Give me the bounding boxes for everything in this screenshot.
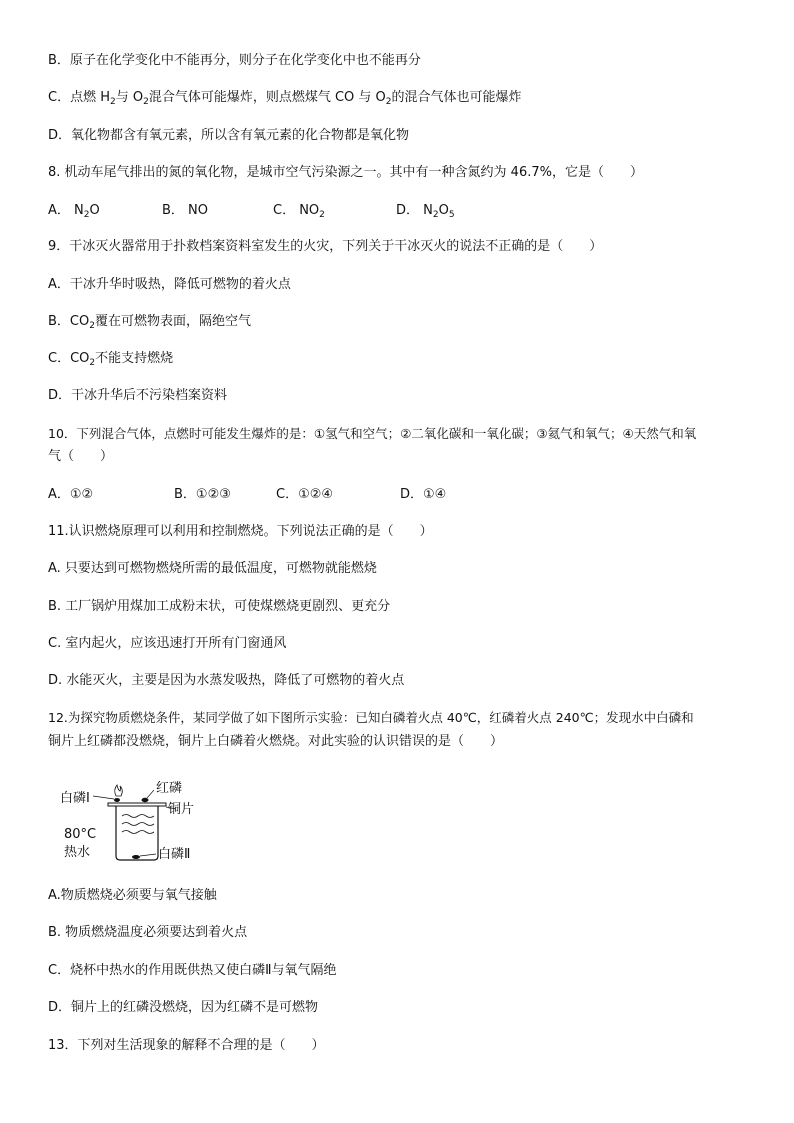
question-10-line1: 10．下列混合气体，点燃时可能发生爆炸的是：①氢气和空气；②二氧化碳和一氧化碳；③氦气和氧气；④天然气和氧 <box>48 426 697 441</box>
water-wave <box>122 823 154 826</box>
subscript: 2 <box>110 97 116 107</box>
question-8-options <box>48 202 748 220</box>
subscript: 2 <box>319 210 325 220</box>
label-red-phosphorus: 红磷 <box>156 781 183 796</box>
q8-option-d <box>396 202 455 220</box>
q9-option-b <box>48 313 251 331</box>
q9-option-a: A．干冰升华时吸热，降低可燃物的着火点 <box>48 277 291 292</box>
copper-plate <box>108 803 166 806</box>
label-hot-water: 热水 <box>64 845 91 860</box>
option-c-line <box>48 89 522 107</box>
q10-option-d: D．①④ <box>400 487 447 502</box>
text-part: 不能支持燃烧 <box>95 351 174 366</box>
text-part: O <box>438 203 449 218</box>
subscript: 2 <box>83 210 90 220</box>
q9-option-d: D．干冰升华后不污染档案资料 <box>48 388 228 403</box>
q12-option-a: A.物质燃烧必须要与氧气接触 <box>48 888 217 903</box>
white-phosphorus-1-dot <box>114 798 120 802</box>
text-part: D． N <box>396 203 433 218</box>
text-part: B．CO <box>48 314 90 329</box>
q8-option-c <box>273 202 325 220</box>
label-copper-plate: 铜片 <box>168 802 195 817</box>
question-12-line2: 铜片上红磷都没燃烧，铜片上白磷着火燃烧。对此实验的认识错误的是（ ） <box>48 734 504 749</box>
white-phosphorus-2-dot <box>132 855 140 859</box>
label-white-phosphorus-2: 白磷Ⅱ <box>158 847 191 862</box>
question-11: 11.认识燃烧原理可以利用和控制燃烧。下列说法正确的是（ ） <box>48 524 433 539</box>
q11-option-a: A. 只要达到可燃物燃烧所需的最低温度，可燃物就能燃烧 <box>48 561 377 576</box>
subscript: 5 <box>448 210 455 220</box>
q9-option-c <box>48 350 173 368</box>
text-part: C．点燃 H <box>48 90 110 105</box>
water-wave <box>122 815 154 818</box>
question-8: 8. 机动车尾气排出的氮的氧化物，是城市空气污染源之一。其中有一种含氮约为 46.7%，它是（ ） <box>48 165 643 180</box>
text-part: 的混合气体也可能爆炸 <box>391 90 522 105</box>
subscript: 2 <box>89 358 96 368</box>
text-part: C． NO <box>273 203 320 218</box>
red-phosphorus-dot <box>142 798 149 802</box>
q11-option-d: D. 水能灭火，主要是因为水蒸发吸热，降低了可燃物的着火点 <box>48 673 405 688</box>
q10-option-b: B．①②③ <box>174 487 231 502</box>
q12-option-c: C．烧杯中热水的作用既供热又使白磷Ⅱ与氧气隔绝 <box>48 963 337 978</box>
text-part: 与 O <box>115 90 144 105</box>
option-d-line: D．氧化物都含有氧元素，所以含有氧元素的化合物都是氧化物 <box>48 128 410 143</box>
text-part: C．CO <box>48 351 90 366</box>
q8-option-a <box>48 202 100 220</box>
text-part: 覆在可燃物表面，隔绝空气 <box>94 314 251 329</box>
q10-option-a: A．①② <box>48 487 94 502</box>
flame-icon <box>115 785 123 796</box>
combustion-experiment-diagram <box>58 776 208 866</box>
q12-option-d: D．铜片上的红磷没燃烧，因为红磷不是可燃物 <box>48 1000 319 1015</box>
q10-option-c: C．①②④ <box>276 487 334 502</box>
question-12-line1: 12.为探究物质燃烧条件，某同学做了如下图所示实验：已知白磷着火点 40℃，红磷着火点 240℃；发现水中白磷和 <box>48 710 694 725</box>
q8-option-b: B． NO <box>162 203 209 218</box>
label-white-phosphorus-1: 白磷Ⅰ <box>60 791 90 806</box>
text-part: O <box>89 203 100 218</box>
subscript: 2 <box>89 321 95 331</box>
leader-line <box>93 796 114 799</box>
leader-line <box>140 854 156 856</box>
subscript: 2 <box>143 97 149 107</box>
text-part: 混合气体可能爆炸，则点燃煤气 CO 与 O <box>148 90 386 105</box>
question-10-line2: 气（ ） <box>48 449 114 464</box>
text-part: A． N <box>48 203 84 218</box>
q12-option-b: B. 物质燃烧温度必须要达到着火点 <box>48 925 248 940</box>
q11-option-b: B. 工厂锅炉用煤加工成粉末状，可使煤燃烧更剧烈、更充分 <box>48 599 391 614</box>
subscript: 2 <box>385 97 392 107</box>
subscript: 2 <box>432 210 439 220</box>
question-9: 9．干冰灭火器常用于扑救档案资料室发生的火灾，下列关于干冰灭火的说法不正确的是（ ） <box>48 239 603 254</box>
question-13: 13．下列对生活现象的解释不合理的是（ ） <box>48 1038 325 1053</box>
label-temperature: 80°C <box>64 827 97 842</box>
water-wave <box>122 831 154 834</box>
question-10-options <box>48 486 748 504</box>
q11-option-c: C. 室内起火，应该迅速打开所有门窗通风 <box>48 636 287 651</box>
leader-line <box>147 790 154 798</box>
option-b-line: B．原子在化学变化中不能再分，则分子在化学变化中也不能再分 <box>48 53 421 68</box>
